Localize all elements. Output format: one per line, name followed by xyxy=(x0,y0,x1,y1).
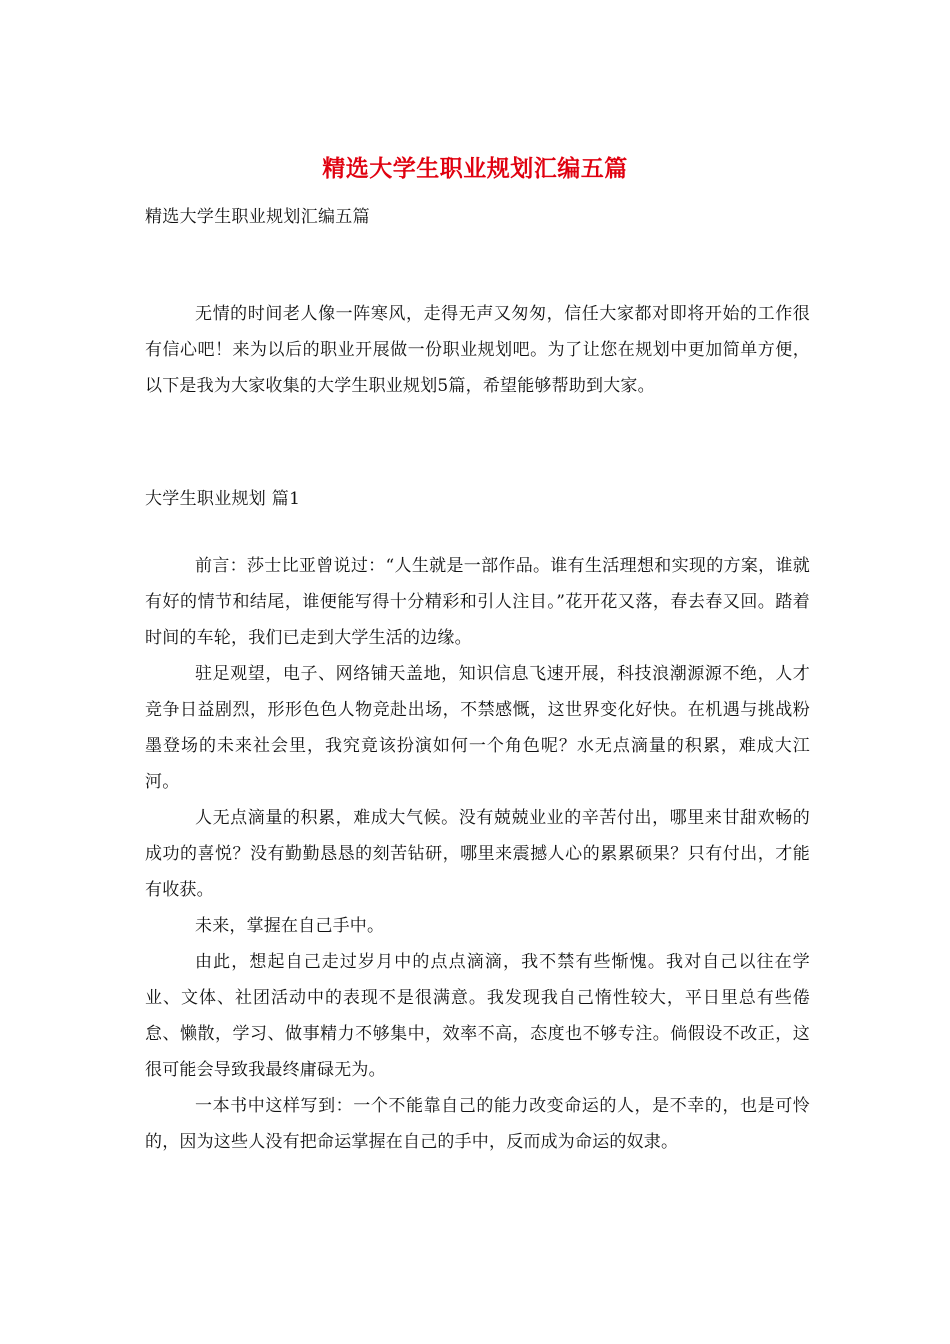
document-subtitle: 精选大学生职业规划汇编五篇 xyxy=(145,207,370,227)
body-paragraph: 未来，掌握在自己手中。 xyxy=(195,916,385,936)
body-paragraph: 人无点滴量的积累，难成大气候。没有兢兢业业的辛苦付出，哪里来甘甜欢畅的成功的喜悦？没有勤勤恳恳的刻苦钻研，哪里来震撼人心的累累硕果？只有付出，才能有收获。 xyxy=(145,808,810,900)
body-paragraph: 由此，想起自己走过岁月中的点点滴滴，我不禁有些惭愧。我对自己以往在学业、文体、社团活动中的表现不是很满意。我发现我自己惰性较大，平日里总有些倦怠、懒散，学习、做事精力不够集中，效率不高，态度也不够专注。倘假设不改正，这很可能会导致我最终庸碌无为。 xyxy=(145,952,810,1080)
section-heading: 大学生职业规划 篇1 xyxy=(145,489,301,509)
body-paragraph: 一本书中这样写到：一个不能靠自己的能力改变命运的人，是不幸的，也是可怜的，因为这些人没有把命运掌握在自己的手中，反而成为命运的奴隶。 xyxy=(145,1096,810,1152)
intro-paragraph: 无情的时间老人像一阵寒风，走得无声又匆匆，信任大家都对即将开始的工作很有信心吧！来为以后的职业开展做一份职业规划吧。为了让您在规划中更加简单方便，以下是我为大家收集的大学生职业规划5篇，希望能够帮助到大家。 xyxy=(145,304,810,396)
body-paragraph: 驻足观望，电子、网络铺天盖地，知识信息飞速开展，科技浪潮源源不绝，人才竞争日益剧烈，形形色色人物竞赴出场，不禁感慨，这世界变化好快。在机遇与挑战粉墨登场的未来社会里，我究竟该扮演如何一个角色呢？水无点滴量的积累，难成大江河。 xyxy=(145,664,810,792)
document-title: 精选大学生职业规划汇编五篇 xyxy=(322,155,628,182)
body-paragraph: 前言：莎士比亚曾说过：“人生就是一部作品。谁有生活理想和实现的方案，谁就有好的情节和结尾，谁便能写得十分精彩和引人注目。”花开花又落，春去春又回。踏着时间的车轮，我们已走到大学生活的边缘。 xyxy=(145,556,810,648)
